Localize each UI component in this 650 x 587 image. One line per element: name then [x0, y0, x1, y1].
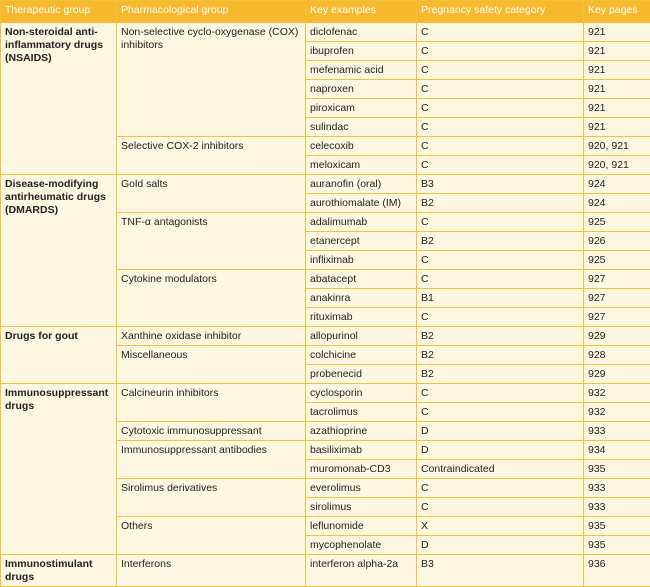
pregnancy-category-cell: C [417, 384, 584, 403]
drug-name-cell: cyclosporin [306, 384, 417, 403]
pregnancy-category-cell: D [417, 441, 584, 460]
pregnancy-category-cell: C [417, 213, 584, 232]
pregnancy-category-cell: C [417, 156, 584, 175]
pregnancy-category-cell: X [417, 517, 584, 536]
drug-name-cell: rituximab [306, 308, 417, 327]
key-pages-cell: 925 [584, 213, 650, 232]
key-pages-cell: 929 [584, 365, 650, 384]
pregnancy-category-cell: C [417, 80, 584, 99]
pharmacological-group-cell: Non-selective cyclo-oxygenase (COX) inhibitors [117, 23, 306, 137]
table-header [1, 1, 650, 23]
key-pages-cell: 921 [584, 61, 650, 80]
drug-name-cell: diclofenac [306, 23, 417, 42]
pharmacological-group-cell: Cytotoxic immunosuppressant [117, 422, 306, 441]
pharmacological-group-cell: Xanthine oxidase inhibitor [117, 327, 306, 346]
key-pages-cell: 935 [584, 536, 650, 555]
drug-name-cell: tacrolimus [306, 403, 417, 422]
key-pages-cell: 933 [584, 498, 650, 517]
drug-name-cell: naproxen [306, 80, 417, 99]
header-key-examples: Key examples [306, 1, 417, 23]
drug-name-cell: everolimus [306, 479, 417, 498]
therapeutic-group-cell: Non-steroidal anti-inflammatory drugs (NSAIDS) [1, 23, 117, 175]
header-row [1, 1, 650, 23]
pharmacological-group-cell: Selective COX-2 inhibitors [117, 137, 306, 175]
therapeutic-group-cell: Disease-modifying antirheumatic drugs (DMARDS) [1, 175, 117, 327]
drug-name-cell: celecoxib [306, 137, 417, 156]
key-pages-cell: 927 [584, 308, 650, 327]
pharmacological-group-cell: Immunosuppressant antibodies [117, 441, 306, 479]
drug-name-cell: auranofin (oral) [306, 175, 417, 194]
pregnancy-category-cell: C [417, 498, 584, 517]
pharmacological-group-cell: TNF-α antagonists [117, 213, 306, 270]
key-pages-cell: 921 [584, 42, 650, 61]
pregnancy-category-cell: C [417, 137, 584, 156]
key-pages-cell: 933 [584, 422, 650, 441]
header-key-pages: Key pages [584, 1, 650, 23]
key-pages-cell: 933 [584, 479, 650, 498]
key-pages-cell: 928 [584, 346, 650, 365]
pharmacological-group-cell: Cytokine modulators [117, 270, 306, 327]
drug-name-cell: leflunomide [306, 517, 417, 536]
key-pages-cell: 924 [584, 194, 650, 213]
pregnancy-category-cell: Contraindicated [417, 460, 584, 479]
pregnancy-category-cell: C [417, 479, 584, 498]
key-pages-cell: 927 [584, 289, 650, 308]
key-pages-cell: 921 [584, 80, 650, 99]
header-pregnancy-category: Pregnancy safety category [417, 1, 584, 23]
pregnancy-category-cell: C [417, 61, 584, 80]
key-pages-cell: 920, 921 [584, 156, 650, 175]
pregnancy-category-cell: B3 [417, 555, 584, 587]
pregnancy-category-cell: B2 [417, 346, 584, 365]
key-pages-cell: 925 [584, 251, 650, 270]
key-pages-cell: 934 [584, 441, 650, 460]
drug-name-cell: basiliximab [306, 441, 417, 460]
key-pages-cell: 920, 921 [584, 137, 650, 156]
drug-name-cell: allopurinol [306, 327, 417, 346]
key-pages-cell: 929 [584, 327, 650, 346]
drug-name-cell: aurothiomalate (IM) [306, 194, 417, 213]
pregnancy-category-cell: B2 [417, 194, 584, 213]
therapeutic-group-cell: Immunostimulant drugs [1, 555, 117, 587]
pharmacological-group-cell: Calcineurin inhibitors [117, 384, 306, 422]
pharmacological-group-cell: Sirolimus derivatives [117, 479, 306, 517]
pregnancy-category-cell: B2 [417, 327, 584, 346]
drug-name-cell: sulindac [306, 118, 417, 137]
table-row [1, 327, 650, 346]
drug-name-cell: etanercept [306, 232, 417, 251]
therapeutic-group-cell: Immunosuppressant drugs [1, 384, 117, 555]
pregnancy-category-cell: C [417, 251, 584, 270]
drug-name-cell: mefenamic acid [306, 61, 417, 80]
pregnancy-category-cell: C [417, 99, 584, 118]
drug-name-cell: mycophenolate [306, 536, 417, 555]
pharmacological-group-cell: Others [117, 517, 306, 555]
pregnancy-category-cell: C [417, 308, 584, 327]
key-pages-cell: 932 [584, 384, 650, 403]
drug-name-cell: ibuprofen [306, 42, 417, 61]
pregnancy-category-cell: C [417, 118, 584, 137]
key-pages-cell: 924 [584, 175, 650, 194]
drug-name-cell: sirolimus [306, 498, 417, 517]
drug-name-cell: muromonab-CD3 [306, 460, 417, 479]
key-pages-cell: 936 [584, 555, 650, 587]
table-row [1, 384, 650, 403]
pharmacological-group-cell: Gold salts [117, 175, 306, 213]
key-pages-cell: 926 [584, 232, 650, 251]
key-pages-cell: 921 [584, 23, 650, 42]
drug-name-cell: piroxicam [306, 99, 417, 118]
drug-name-cell: meloxicam [306, 156, 417, 175]
drug-name-cell: adalimumab [306, 213, 417, 232]
pregnancy-category-cell: C [417, 403, 584, 422]
pregnancy-category-cell: C [417, 270, 584, 289]
key-pages-cell: 921 [584, 99, 650, 118]
table-row [1, 23, 650, 42]
key-pages-cell: 932 [584, 403, 650, 422]
pregnancy-category-cell: B3 [417, 175, 584, 194]
header-therapeutic-group: Therapeutic group [1, 1, 117, 23]
drug-name-cell: anakinra [306, 289, 417, 308]
pharmacological-group-cell: Miscellaneous [117, 346, 306, 384]
drug-name-cell: probenecid [306, 365, 417, 384]
table-row [1, 175, 650, 194]
drug-name-cell: azathioprine [306, 422, 417, 441]
key-pages-cell: 935 [584, 460, 650, 479]
pregnancy-category-cell: B2 [417, 365, 584, 384]
drug-name-cell: colchicine [306, 346, 417, 365]
pregnancy-category-cell: C [417, 23, 584, 42]
pregnancy-category-cell: D [417, 422, 584, 441]
drug-name-cell: interferon alpha-2a [306, 555, 417, 587]
key-pages-cell: 935 [584, 517, 650, 536]
key-pages-cell: 921 [584, 118, 650, 137]
table-row [1, 555, 650, 587]
table-body [1, 23, 650, 587]
pregnancy-category-cell: D [417, 536, 584, 555]
drug-name-cell: abatacept [306, 270, 417, 289]
pregnancy-category-cell: B1 [417, 289, 584, 308]
pharmacological-group-cell: Interferons [117, 555, 306, 587]
header-pharmacological-group: Pharmacological group [117, 1, 306, 23]
therapeutic-group-cell: Drugs for gout [1, 327, 117, 384]
pregnancy-category-cell: C [417, 42, 584, 61]
pregnancy-category-cell: B2 [417, 232, 584, 251]
drug-name-cell: infliximab [306, 251, 417, 270]
key-pages-cell: 927 [584, 270, 650, 289]
